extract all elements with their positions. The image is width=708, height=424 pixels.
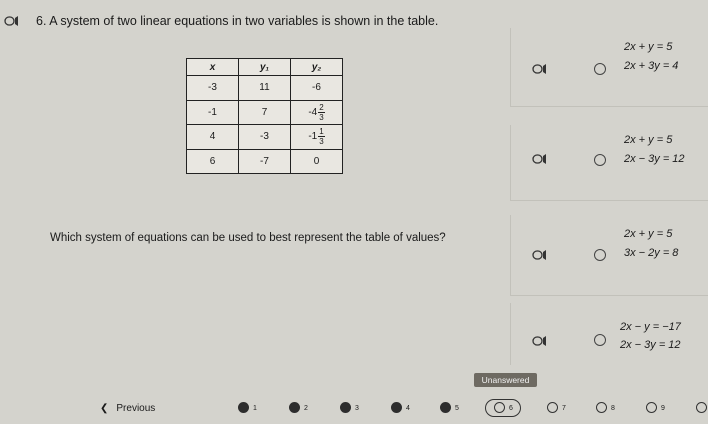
speaker-icon[interactable] [4, 14, 20, 26]
question-number-label: 5 [455, 405, 459, 412]
table-row [187, 149, 343, 174]
question-dot[interactable] [440, 402, 451, 413]
speaker-icon[interactable] [532, 62, 548, 74]
table-header: x [187, 59, 239, 76]
question-dot[interactable] [596, 402, 607, 413]
status-badge: Unanswered [474, 373, 537, 387]
option-equation: 2x + y = 5 [624, 228, 673, 240]
speaker-icon[interactable] [532, 152, 548, 164]
option-equation: 2x + 3y = 4 [624, 60, 679, 72]
option-radio[interactable] [594, 334, 606, 346]
current-question-indicator[interactable] [485, 399, 521, 417]
table-cell: 4 [187, 125, 239, 150]
question-number-label: 4 [406, 405, 410, 412]
option-equation: 2x + y = 5 [624, 41, 673, 53]
option-divider [510, 28, 511, 106]
question-statement: A system of two linear equations in two variables is shown in the table. [49, 14, 439, 28]
option-equation: 2x − y = −17 [620, 321, 681, 333]
table-cell: 7 [239, 100, 291, 125]
table-cell: -3 [239, 125, 291, 150]
table-row [187, 125, 343, 150]
question-number: 6. [36, 14, 47, 28]
option-divider [510, 295, 708, 296]
table-row [187, 76, 343, 101]
question-number-label: 7 [562, 405, 566, 412]
question-dot[interactable] [547, 402, 558, 413]
table-header: y₁ [239, 59, 291, 76]
option-radio[interactable] [594, 154, 606, 166]
speaker-icon[interactable] [532, 334, 548, 346]
option-equation: 2x + y = 5 [624, 134, 673, 146]
chevron-left-icon: ❮ [100, 403, 109, 414]
question-prompt: Which system of equations can be used to best represent the table of values? [50, 232, 446, 244]
previous-label: Previous [116, 403, 156, 414]
speaker-icon[interactable] [532, 248, 548, 260]
table-cell-mixed: -4 $\frac{2}{3}$ [291, 100, 343, 125]
question-text [36, 14, 438, 28]
question-dot[interactable] [289, 402, 300, 413]
option-radio[interactable] [594, 249, 606, 261]
table-row [187, 100, 343, 125]
question-dot[interactable] [391, 402, 402, 413]
question-dot[interactable] [646, 402, 657, 413]
table-cell-mixed: -1 $\frac{1}{3}$ [291, 125, 343, 150]
table-cell: -7 [239, 149, 291, 174]
question-dot[interactable] [696, 402, 707, 413]
previous-button[interactable] [100, 403, 155, 414]
table-cell: -1 [187, 100, 239, 125]
table-header: y₂ [291, 59, 343, 76]
table-cell: -3 [187, 76, 239, 101]
option-equation: 2x − 3y = 12 [624, 153, 685, 165]
option-divider [510, 125, 511, 200]
table-cell: 11 [239, 76, 291, 101]
question-number-label: 3 [355, 405, 359, 412]
option-divider [510, 215, 511, 295]
option-equation: 3x − 2y = 8 [624, 247, 679, 259]
option-divider [510, 200, 708, 201]
table-cell: -6 [291, 76, 343, 101]
table-header-row [187, 59, 343, 76]
option-divider [510, 303, 511, 365]
question-number-label: 9 [661, 405, 665, 412]
option-radio[interactable] [594, 63, 606, 75]
option-equation: 2x − 3y = 12 [620, 339, 681, 351]
question-number-label: 1 [253, 405, 257, 412]
table-cell: 0 [291, 149, 343, 174]
question-number-label: 8 [611, 405, 615, 412]
question-number-label: 6 [509, 405, 513, 412]
table-cell: 6 [187, 149, 239, 174]
question-dot[interactable] [340, 402, 351, 413]
question-dot[interactable] [238, 402, 249, 413]
values-table [186, 58, 343, 174]
question-number-label: 2 [304, 405, 308, 412]
option-divider [510, 106, 708, 107]
